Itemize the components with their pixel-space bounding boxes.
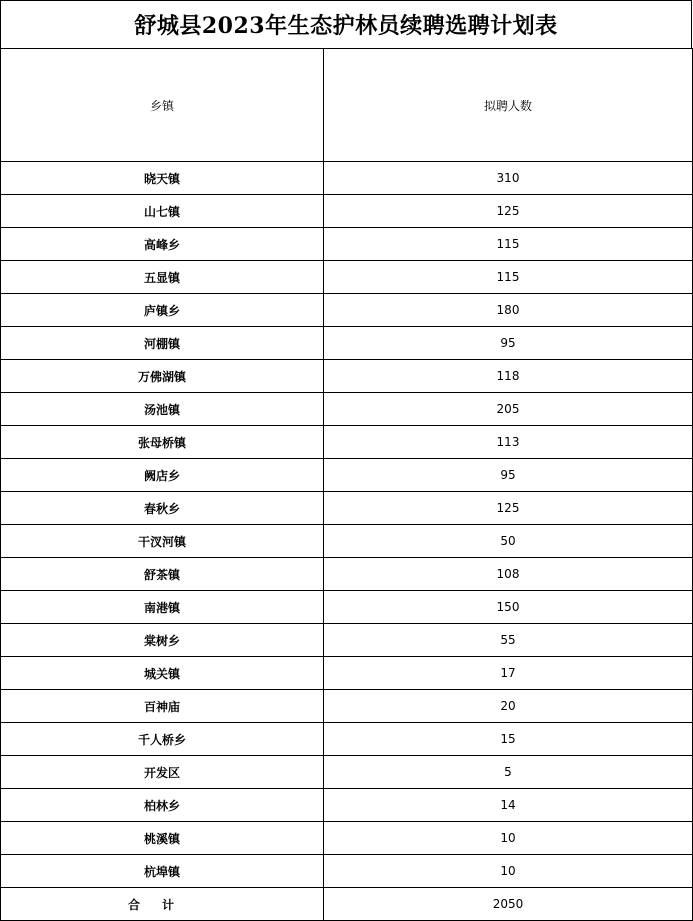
count-cell: 5 bbox=[324, 756, 693, 789]
table-row bbox=[1, 756, 693, 789]
town-cell: 柏林乡 bbox=[1, 789, 324, 822]
table-row bbox=[1, 492, 693, 525]
count-cell: 55 bbox=[324, 624, 693, 657]
town-cell: 干汊河镇 bbox=[1, 525, 324, 558]
town-cell: 春秋乡 bbox=[1, 492, 324, 525]
count-cell: 125 bbox=[324, 492, 693, 525]
town-cell: 阙店乡 bbox=[1, 459, 324, 492]
table-row bbox=[1, 327, 693, 360]
count-cell: 108 bbox=[324, 558, 693, 591]
table-row bbox=[1, 393, 693, 426]
town-cell: 城关镇 bbox=[1, 657, 324, 690]
count-cell: 150 bbox=[324, 591, 693, 624]
town-cell: 万佛湖镇 bbox=[1, 360, 324, 393]
table-row bbox=[1, 624, 693, 657]
count-cell: 180 bbox=[324, 294, 693, 327]
town-cell: 晓天镇 bbox=[1, 162, 324, 195]
count-cell: 20 bbox=[324, 690, 693, 723]
table-row bbox=[1, 195, 693, 228]
count-cell: 115 bbox=[324, 261, 693, 294]
table-row bbox=[1, 426, 693, 459]
count-cell: 10 bbox=[324, 855, 693, 888]
total-label: 合计 bbox=[1, 888, 324, 921]
table-row bbox=[1, 360, 693, 393]
table-row bbox=[1, 789, 693, 822]
count-cell: 125 bbox=[324, 195, 693, 228]
table-row bbox=[1, 690, 693, 723]
count-cell: 113 bbox=[324, 426, 693, 459]
table-row bbox=[1, 723, 693, 756]
table-row bbox=[1, 855, 693, 888]
count-cell: 17 bbox=[324, 657, 693, 690]
total-row bbox=[1, 888, 693, 921]
page-title: 舒城县2023年生态护林员续聘选聘计划表 bbox=[134, 13, 558, 39]
town-cell: 千人桥乡 bbox=[1, 723, 324, 756]
table-row bbox=[1, 162, 693, 195]
town-cell: 汤池镇 bbox=[1, 393, 324, 426]
town-cell: 南港镇 bbox=[1, 591, 324, 624]
count-cell: 10 bbox=[324, 822, 693, 855]
plan-table-body bbox=[1, 49, 693, 921]
table-row bbox=[1, 294, 693, 327]
town-cell: 百神庙 bbox=[1, 690, 324, 723]
table-row bbox=[1, 591, 693, 624]
count-cell: 95 bbox=[324, 327, 693, 360]
count-cell: 205 bbox=[324, 393, 693, 426]
table-row bbox=[1, 459, 693, 492]
town-cell: 河棚镇 bbox=[1, 327, 324, 360]
count-cell: 115 bbox=[324, 228, 693, 261]
town-cell: 五显镇 bbox=[1, 261, 324, 294]
plan-table bbox=[0, 48, 693, 921]
count-cell: 50 bbox=[324, 525, 693, 558]
table-row bbox=[1, 822, 693, 855]
total-count: 2050 bbox=[324, 888, 693, 921]
town-cell: 开发区 bbox=[1, 756, 324, 789]
table-row bbox=[1, 657, 693, 690]
town-cell: 张母桥镇 bbox=[1, 426, 324, 459]
table-row bbox=[1, 558, 693, 591]
table-row bbox=[1, 228, 693, 261]
town-cell: 山七镇 bbox=[1, 195, 324, 228]
count-cell: 118 bbox=[324, 360, 693, 393]
header-town: 乡镇 bbox=[1, 49, 324, 162]
count-cell: 95 bbox=[324, 459, 693, 492]
table-header-row bbox=[1, 49, 693, 162]
count-cell: 310 bbox=[324, 162, 693, 195]
title-cell bbox=[0, 0, 692, 48]
town-cell: 舒茶镇 bbox=[1, 558, 324, 591]
table-row bbox=[1, 261, 693, 294]
town-cell: 高峰乡 bbox=[1, 228, 324, 261]
town-cell: 杭埠镇 bbox=[1, 855, 324, 888]
town-cell: 庐镇乡 bbox=[1, 294, 324, 327]
count-cell: 14 bbox=[324, 789, 693, 822]
table-row bbox=[1, 525, 693, 558]
town-cell: 桃溪镇 bbox=[1, 822, 324, 855]
count-cell: 15 bbox=[324, 723, 693, 756]
town-cell: 棠树乡 bbox=[1, 624, 324, 657]
header-count: 拟聘人数 bbox=[324, 49, 693, 162]
